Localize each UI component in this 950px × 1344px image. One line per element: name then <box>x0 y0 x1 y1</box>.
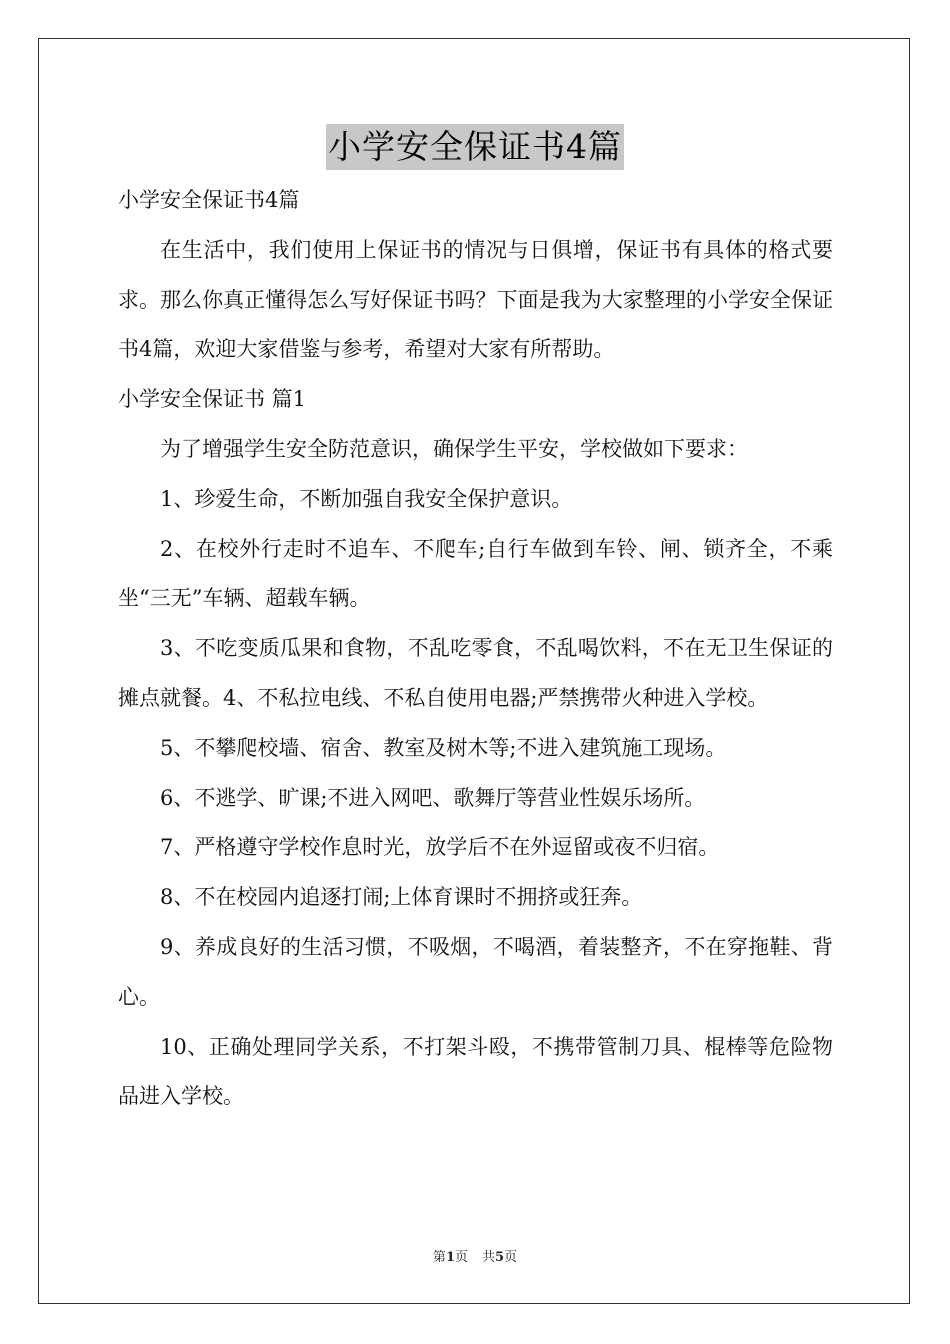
document-subtitle: 小学安全保证书4篇 <box>118 188 300 212</box>
list-item: 2、在校外行走时不追车、不爬车;自行车做到车铃、闸、锁齐全，不乘坐“三无”车辆、超载车辆。 <box>118 536 833 611</box>
page-suffix: 页 <box>454 1250 468 1265</box>
intro-paragraph: 在生活中，我们使用上保证书的情况与日俱增，保证书有具体的格式要求。那么你真正懂得怎么写好保证书吗？下面是我为大家整理的小学安全保证书4篇，欢迎大家借鉴与参考，希望对大家有所帮助。 <box>118 237 833 362</box>
total-pages: 5 <box>495 1250 505 1265</box>
section-intro-paragraph: 为了增强学生安全防范意识，确保学生平安，学校做如下要求： <box>160 436 748 461</box>
list-item: 5、不攀爬校墙、宿舍、教室及树木等;不进入建筑施工现场。 <box>160 735 727 760</box>
list-item: 6、不逃学、旷课;不进入网吧、歌舞厅等营业性娱乐场所。 <box>160 785 706 810</box>
list-item: 7、严格遵守学校作息时光，放学后不在外逗留或夜不归宿。 <box>160 835 720 860</box>
document-body <box>118 176 833 1122</box>
list-item: 10、正确处理同学关系，不打架斗殴，不携带管制刀具、棍棒等危险物品进入学校。 <box>118 1034 833 1109</box>
total-prefix: 共 <box>482 1250 496 1265</box>
list-item: 3、不吃变质瓜果和食物，不乱吃零食，不乱喝饮料，不在无卫生保证的摊点就餐。4、不私拉电线、不私自使用电器;严禁携带火种进入学校。 <box>118 636 833 710</box>
section-heading: 小学安全保证书 篇1 <box>118 387 307 412</box>
document-title: 小学安全保证书4篇 <box>326 124 624 170</box>
title-area <box>0 124 950 170</box>
total-suffix: 页 <box>504 1250 518 1265</box>
list-item: 8、不在校园内追逐打闹;上体育课时不拥挤或狂奔。 <box>160 885 643 910</box>
list-item: 9、养成良好的生活习惯，不吸烟，不喝酒，着装整齐，不在穿拖鞋、背心。 <box>118 934 833 1009</box>
page-prefix: 第 <box>432 1250 446 1265</box>
page-number: 1 <box>445 1250 455 1265</box>
page-footer <box>0 1246 950 1265</box>
list-item: 1、珍爱生命，不断加强自我安全保护意识。 <box>160 486 573 511</box>
